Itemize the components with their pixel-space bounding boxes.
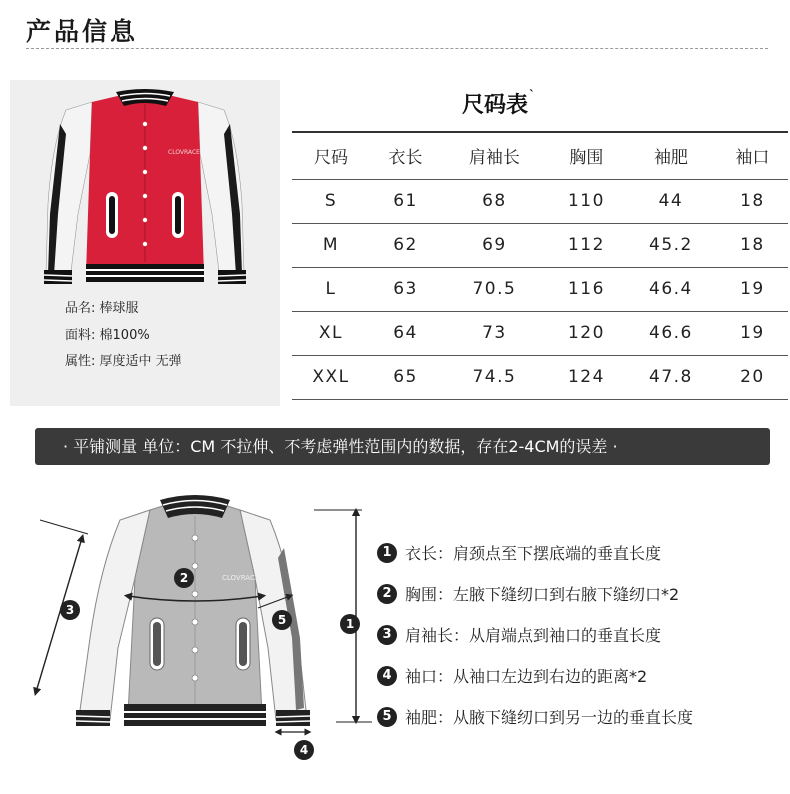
column-header: 尺码: [313, 148, 348, 169]
table-cell: 61: [393, 191, 418, 211]
legend-desc: 肩颈点至下摆底端的垂直长度: [453, 544, 662, 563]
table-cell: 124: [567, 367, 605, 387]
marker-3: 3: [65, 603, 75, 617]
table-cell: 47.8: [649, 367, 693, 387]
table-cell: 120: [567, 323, 605, 343]
table-cell: 69: [482, 235, 507, 255]
table-row: [292, 311, 788, 355]
table-header-row: [292, 132, 788, 179]
marker-1: 1: [345, 617, 355, 631]
table-cell: 73: [482, 323, 507, 343]
table-cell: 18: [740, 235, 765, 255]
legend-desc: 左腋下缝纫口到右腋下缝纫口*2: [453, 585, 680, 604]
table-cell: S: [324, 191, 338, 211]
legend-number: 2: [377, 584, 397, 604]
legend-item: [377, 661, 693, 690]
table-cell: 74.5: [472, 367, 517, 387]
legend-number: 1: [377, 543, 397, 563]
table-cell: 70.5: [472, 279, 517, 299]
table-row: [292, 223, 788, 267]
legend-number: 3: [377, 625, 397, 645]
table-row: [292, 355, 788, 399]
table-cell: M: [322, 235, 340, 255]
attr-property: 属性: 厚度适中 无弹: [65, 354, 182, 369]
jacket-photo: [30, 84, 260, 294]
table-cell: 62: [393, 235, 418, 255]
legend-label: 袖口：: [405, 667, 454, 686]
marker-5: 5: [277, 613, 287, 627]
legend-label: 衣长：: [405, 544, 454, 563]
table-cell: 19: [740, 279, 765, 299]
legend-number: 4: [377, 666, 397, 686]
table-cell: 65: [393, 367, 418, 387]
marker-2: 2: [179, 571, 189, 585]
table-cell: 68: [482, 191, 507, 211]
chest-logo: CLOVRACE: [168, 149, 200, 156]
attr-name: 品名: 棒球服: [65, 301, 139, 316]
product-panel: [10, 80, 280, 406]
column-header: 肩袖长: [468, 148, 520, 169]
size-table: [292, 131, 788, 400]
legend-label: 肩袖长：: [405, 626, 470, 645]
table-cell: 19: [740, 323, 765, 343]
table-row: [292, 267, 788, 311]
title-divider: [26, 48, 768, 49]
table-cell: 18: [740, 191, 765, 211]
legend-number: 5: [377, 707, 397, 727]
legend-item: [377, 702, 693, 731]
attr-fabric: 面料: 棉100%: [65, 327, 150, 343]
column-header: 胸围: [569, 148, 604, 169]
table-cell: 20: [740, 367, 765, 387]
table-cell: 116: [567, 279, 605, 299]
size-chart-title: 尺码表$^ˋ$: [462, 88, 536, 118]
marker-4: 4: [299, 743, 309, 757]
table-cell: 112: [567, 235, 605, 255]
product-attributes: [65, 296, 182, 376]
legend-item: [377, 620, 693, 649]
notice-text: · 平铺测量 单位：CM 不拉伸、不考虑弹性范围内的数据，存在2-4CM的误差 ·: [63, 437, 618, 456]
rib-hem: [86, 264, 204, 282]
legend-desc: 从腋下缝纫口到另一边的垂直长度: [453, 708, 694, 727]
column-header: 衣长: [388, 148, 423, 169]
table-cell: 45.2: [649, 235, 693, 255]
diagram-chest-logo: CLOVRACE: [222, 574, 260, 582]
table-cell: XL: [318, 323, 344, 343]
legend-label: 胸围：: [405, 585, 454, 604]
column-header: 袖口: [735, 148, 770, 169]
table-cell: 44: [658, 191, 684, 211]
legend-desc: 从肩端点到袖口的垂直长度: [469, 626, 662, 645]
table-row: [292, 179, 788, 223]
measurement-notice: [35, 428, 770, 465]
table-cell: 110: [567, 191, 605, 211]
legend-item: [377, 579, 693, 608]
measurement-legend: [377, 538, 693, 743]
table-cell: 46.4: [649, 279, 693, 299]
measurement-diagram: [0, 478, 380, 794]
legend-label: 袖肥：: [405, 708, 454, 727]
legend-item: [377, 538, 693, 567]
table-cell: 63: [393, 279, 418, 299]
table-cell: 46.6: [649, 323, 693, 343]
table-cell: L: [325, 279, 337, 299]
page-title: 产品信息: [26, 17, 139, 46]
column-header: 袖肥: [653, 148, 688, 169]
legend-desc: 从袖口左边到右边的距离*2: [453, 667, 648, 686]
table-cell: XXL: [312, 367, 350, 387]
table-cell: 64: [393, 323, 418, 343]
